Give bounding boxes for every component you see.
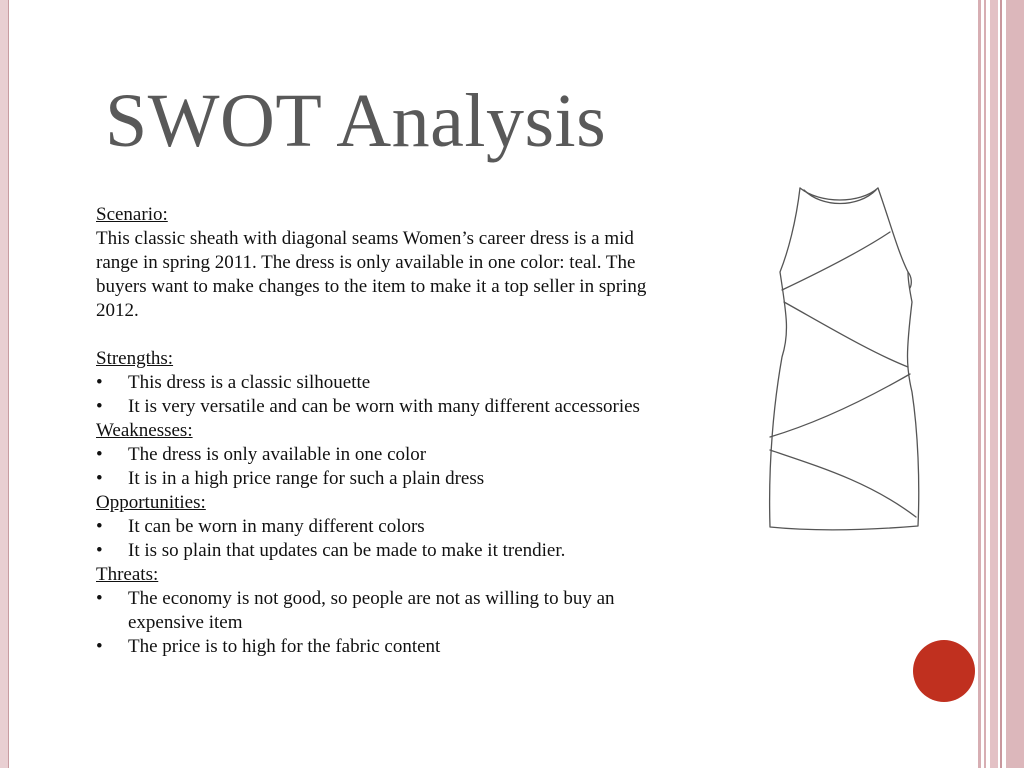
list-item-text: This dress is a classic silhouette (128, 372, 371, 393)
weaknesses-heading: Weaknesses: (96, 420, 193, 441)
scenario-heading: Scenario: (96, 204, 168, 225)
threats-heading: Threats: (96, 564, 159, 585)
bullet-icon: • (96, 396, 103, 417)
list-item (96, 443, 656, 467)
left-frame-border (0, 0, 9, 768)
list-item-text: The dress is only available in one color (128, 444, 427, 465)
bullet-icon: • (96, 540, 103, 561)
bullet-icon: • (96, 468, 103, 489)
list-item (96, 395, 656, 419)
bullet-icon: • (96, 588, 103, 609)
bullet-icon: • (96, 636, 103, 657)
bullet-icon: • (96, 516, 103, 537)
list-item-text: It is so plain that updates can be made to make it trendier. (128, 540, 566, 561)
list-item-text: The price is to high for the fabric content (128, 636, 441, 657)
bullet-icon: • (96, 444, 103, 465)
list-item-text: The economy is not good, so people are not as willing to buy an expensive item (128, 588, 615, 633)
decorative-red-dot (913, 640, 975, 702)
opportunities-heading: Opportunities: (96, 492, 206, 513)
list-item-text: It is in a high price range for such a plain dress (128, 468, 485, 489)
spacer (96, 323, 656, 347)
bullet-icon: • (96, 372, 103, 393)
right-decorative-stripes (978, 0, 1024, 768)
list-item (96, 635, 656, 659)
list-item (96, 515, 656, 539)
slide-title: SWOT Analysis (105, 79, 607, 163)
list-item (96, 539, 656, 563)
slide-body (96, 203, 656, 659)
list-item-text: It is very versatile and can be worn with many different accessories (128, 396, 640, 417)
list-item (96, 371, 656, 395)
dress-sketch-image (760, 182, 920, 534)
strengths-heading: Strengths: (96, 348, 174, 369)
list-item-text: It can be worn in many different colors (128, 516, 425, 537)
scenario-text: This classic sheath with diagonal seams Women’s career dress is a mid range in spring 2011. The dress is only available in one color: teal. The buyers want to make changes to the item to make it a top seller in spring 2012. (96, 228, 647, 321)
list-item (96, 587, 656, 635)
list-item (96, 467, 656, 491)
